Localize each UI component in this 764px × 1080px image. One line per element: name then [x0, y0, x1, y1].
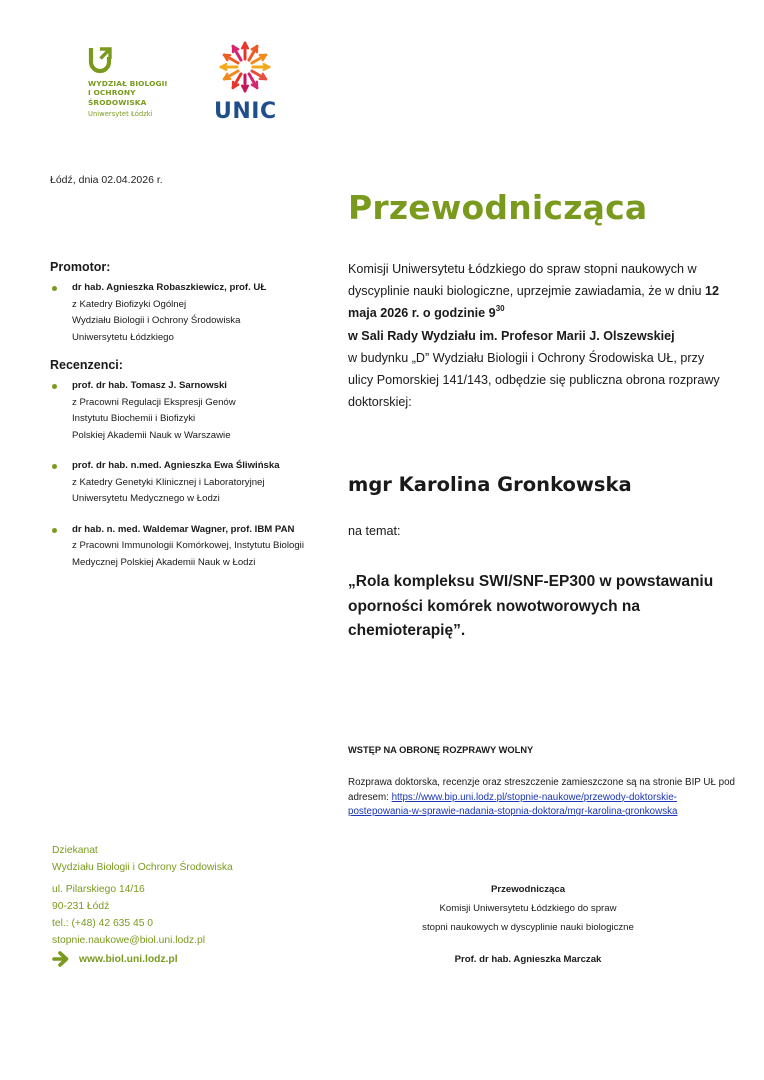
reviewer-line: Medycznej Polskiej Akademii Nauk w Łodzi — [72, 556, 256, 568]
bullet-icon — [52, 464, 57, 469]
dean-office — [52, 842, 233, 876]
bullet-icon — [52, 286, 57, 291]
promotor-line: Wydziału Biologii i Ochrony Środowiska — [72, 315, 241, 326]
reviewer-line: Polskiej Akademii Nauk w Warszawie — [72, 429, 231, 441]
promotor-line: Uniwersytetu Łódzkiego — [72, 331, 174, 343]
faculty-logo — [88, 45, 198, 118]
announcement-text: Komisji Uniwersytetu Łódzkiego do spraw stopni naukowych w dyscyplinie nauki biologiczne, uprzejmie zawiadamia, że w dniu — [348, 262, 706, 299]
free-entry-notice: WSTĘP NA OBRONĘ ROZPRAWY WOLNY — [348, 745, 534, 755]
promotor-heading: Promotor: — [50, 260, 111, 274]
signature-line: stopni naukowych w dyscyplinie nauki biologiczne — [422, 922, 634, 933]
reviewer-line: z Katedry Genetyki Klinicznej i Laboratoryjnej — [72, 476, 265, 488]
reviewer-entry — [50, 378, 350, 444]
reviewer-line: Uniwersytetu Medycznego w Łodzi — [72, 493, 220, 504]
defense-date-time: 12 maja 2026 r. o godzinie 9 — [348, 284, 720, 321]
reviewers-section — [50, 358, 350, 571]
faculty-name-line-1: WYDZIAŁ BIOLOGII — [88, 79, 168, 88]
faculty-mark-icon — [88, 45, 114, 75]
announcement-paragraph — [348, 258, 720, 413]
bullet-icon — [52, 384, 57, 389]
dean-office-line: Wydziału Biologii i Ochrony Środowiska — [52, 862, 233, 873]
phone-number: tel.: (+48) 42 635 45 0 — [52, 918, 154, 929]
bip-link[interactable]: https://www.bip.uni.lodz.pl/stopnie-naukowe/przewody-doktorskie-postepowania-w-sprawie-nadania-stopnia-doktora/mgr-karolina-gronkowska — [348, 791, 678, 818]
bip-note-text: Rozprawa doktorska, recenzje oraz streszczenie zamieszczone są na stronie BIP UŁ pod adresem: — [348, 777, 735, 803]
signature-line: Komisji Uniwersytetu Łódzkiego do spraw — [439, 903, 617, 914]
bip-note — [348, 776, 738, 820]
arrow-right-icon — [52, 950, 70, 968]
signature-name: Prof. dr hab. Agnieszka Marczak — [454, 954, 602, 965]
faculty-university: Uniwersytet Łódzki — [88, 110, 153, 119]
bullet-icon — [52, 528, 57, 533]
date-line: Łódź, dnia 02.04.2026 r. — [50, 174, 163, 186]
reviewer-entry — [50, 458, 350, 508]
defense-time-minutes: 30 — [495, 304, 505, 314]
faculty-name-line-2: I OCHRONY — [88, 88, 136, 98]
promotor-line: z Katedry Biofizyki Ogólnej — [72, 298, 187, 310]
unic-star-icon — [214, 40, 276, 94]
reviewer-line: Instytutu Biochemii i Biofizyki — [72, 413, 196, 424]
reviewer-line: z Pracowni Regulacji Ekspresji Genów — [72, 396, 236, 408]
dean-office-line: Dziekanat — [52, 845, 98, 856]
reviewer-line: z Pracowni Immunologii Komórkowej, Instytutu Biologii — [72, 540, 304, 551]
email-address[interactable]: stopnie.naukowe@biol.uni.lodz.pl — [52, 935, 205, 946]
unic-logo-text: UNIC — [214, 99, 277, 124]
reviewer-name: prof. dr hab. n.med. Agnieszka Ewa Śliwińska — [72, 460, 280, 471]
promotor-entry — [50, 280, 340, 346]
signature-title: Przewodnicząca — [490, 884, 566, 895]
reviewer-name: prof. dr hab. Tomasz J. Sarnowski — [72, 380, 227, 391]
reviewer-name: dr hab. n. med. Waldemar Wagner, prof. IBM PAN — [72, 523, 295, 535]
reviewer-entry — [50, 522, 350, 572]
defense-venue: w Sali Rady Wydziału im. Profesor Marii J. Olszewskiej — [348, 328, 675, 343]
address-street: ul. Pilarskiego 14/16 — [52, 884, 145, 895]
topic-label: na temat: — [348, 524, 401, 538]
faculty-name-line-3: ŚRODOWISKA — [88, 97, 147, 107]
website-link[interactable]: www.biol.uni.lodz.pl — [79, 953, 178, 965]
dissertation-topic: „Rola kompleksu SWI/SNF-EP300 w powstawaniu oporności komórek nowotworowych na chemioterapię”. — [348, 573, 714, 639]
reviewers-heading: Recenzenci: — [50, 358, 123, 372]
address-city: 90-231 Łódź — [52, 901, 110, 912]
announcement-text-2: w budynku „D” Wydziału Biologii i Ochrony Środowiska UŁ, przy ulicy Pomorskiej 141/143, odbędzie się publiczna obrona rozprawy doktorskiej: — [348, 350, 720, 410]
contact-address — [52, 881, 205, 949]
promotor-name: dr hab. Agnieszka Robaszkiewicz, prof. UŁ — [72, 282, 267, 293]
promotor-section — [50, 260, 340, 346]
website-row — [52, 950, 178, 968]
candidate-name: mgr Karolina Gronkowska — [348, 473, 632, 496]
unic-logo — [214, 40, 276, 123]
signature-block — [398, 880, 658, 969]
page-title: Przewodnicząca — [348, 188, 648, 227]
